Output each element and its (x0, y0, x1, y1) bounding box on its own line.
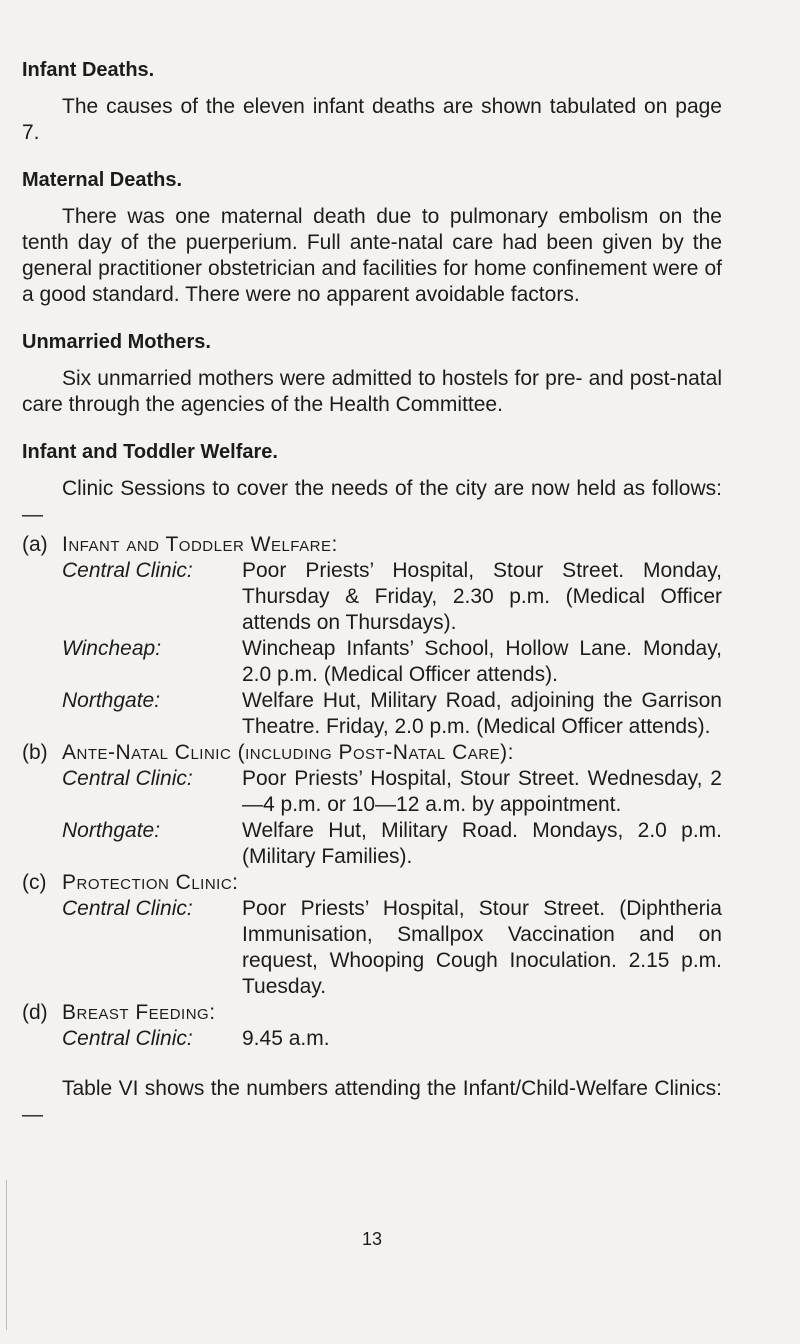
closing-paragraph: Table VI shows the numbers attending the Infant/Child-Welfare Clinics: — (22, 1077, 722, 1126)
clinic-entry (62, 688, 722, 740)
clinic-location: Wincheap: (62, 637, 162, 660)
item-letter: (d) (22, 1001, 48, 1024)
section-heading: Maternal Deaths. (22, 169, 183, 191)
item-letter: (a) (22, 533, 48, 556)
clinic-details: 9.45 a.m. (242, 1027, 330, 1050)
section-heading: Infant Deaths. (22, 59, 155, 81)
item-letter: (c) (22, 871, 47, 894)
clinic-location: Central Clinic: (62, 767, 193, 790)
clinic-entry (62, 558, 722, 636)
section-heading: Unmarried Mothers. (22, 331, 211, 353)
clinic-details: Poor Priests’ Hospital, Stour Street. (Diphtheria Immunisation, Smallpox Vaccination and on request, Whooping Cough Inoculation. 2.15 p.m. Tuesday. (242, 897, 722, 998)
clinic-item (22, 1000, 722, 1052)
item-letter: (b) (22, 741, 48, 764)
clinic-details: Welfare Hut, Military Road, adjoining the Garrison Theatre. Friday, 2.0 p.m. (Medical Officer attends). (242, 689, 722, 738)
clinic-location: Northgate: (62, 819, 161, 842)
clinic-location: Central Clinic: (62, 559, 193, 582)
clinic-details: Welfare Hut, Military Road. Mondays, 2.0 p.m. (Military Families). (242, 819, 722, 868)
clinic-location: Central Clinic: (62, 1027, 193, 1050)
paragraph: There was one maternal death due to pulmonary embolism on the tenth day of the puerperium. Full ante-natal care had been given by the general practitioner obstetrician and facilities for home confinement were of a good standard. There were no apparent avoidable factors. (22, 205, 722, 306)
clinic-item (22, 870, 722, 1000)
paragraph: Clinic Sessions to cover the needs of the city are now held as follows: — (22, 477, 722, 526)
section-unmarried-mothers (22, 330, 722, 418)
section-heading: Infant and Toddler Welfare. (22, 441, 278, 463)
document-page (22, 58, 722, 1249)
clinic-entry (62, 1026, 722, 1052)
clinic-item (22, 740, 722, 870)
clinic-entry (62, 818, 722, 870)
clinic-entry (62, 766, 722, 818)
clinic-item (22, 532, 722, 740)
clinic-title: Protection Clinic: (62, 871, 239, 894)
clinic-title: Infant and Toddler Welfare: (62, 533, 338, 556)
clinic-title: Ante-Natal Clinic (including Post-Natal Care): (62, 741, 514, 764)
clinic-title: Breast Feeding: (62, 1001, 216, 1024)
clinic-list (22, 532, 722, 1052)
section-maternal-deaths (22, 168, 722, 308)
clinic-location: Northgate: (62, 689, 161, 712)
clinic-details: Poor Priests’ Hospital, Stour Street. Wednesday, 2—4 p.m. or 10—12 a.m. by appointment. (242, 767, 722, 816)
clinic-location: Central Clinic: (62, 897, 193, 920)
page-number: 13 (361, 1229, 383, 1249)
paragraph: The causes of the eleven infant deaths are shown tabulated on page 7. (22, 95, 722, 144)
clinic-entry (62, 636, 722, 688)
clinic-details: Poor Priests’ Hospital, Stour Street. Monday, Thursday & Friday, 2.30 p.m. (Medical Officer attends on Thursdays). (242, 559, 722, 634)
paragraph: Six unmarried mothers were admitted to hostels for pre- and post-natal care through the agencies of the Health Committee. (22, 367, 722, 416)
margin-line (6, 1180, 7, 1330)
section-infant-toddler-welfare (22, 440, 722, 1128)
clinic-details: Wincheap Infants’ School, Hollow Lane. Monday, 2.0 p.m. (Medical Officer attends). (242, 637, 722, 686)
section-infant-deaths (22, 58, 722, 146)
clinic-entry (62, 896, 722, 1000)
